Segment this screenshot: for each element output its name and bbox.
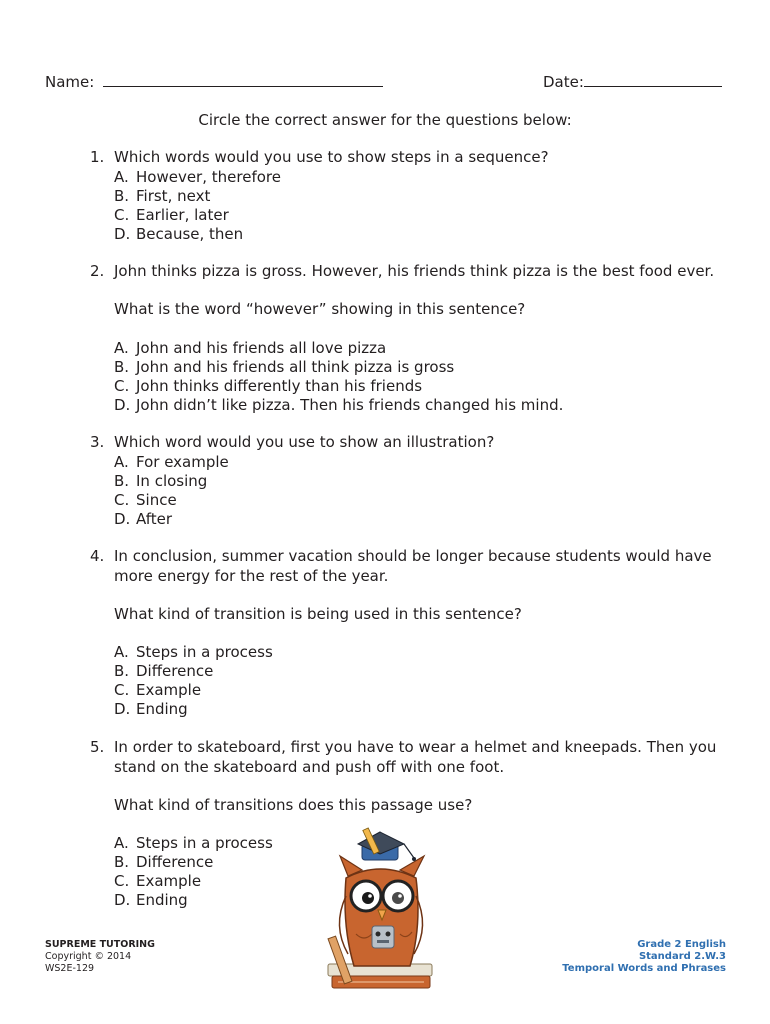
footer-copyright: Copyright © 2014 (45, 951, 132, 962)
question-text-line2: more energy for the rest of the year. (114, 567, 389, 585)
name-label: Name: (45, 73, 95, 91)
option-text: However, therefore (136, 168, 281, 186)
option-letter: B. (114, 358, 130, 376)
option-letter: D. (114, 891, 131, 909)
option-letter: B. (114, 187, 130, 205)
option-letter: A. (114, 168, 129, 186)
question-number: 3. (90, 433, 105, 451)
footer-topic: Temporal Words and Phrases (562, 963, 726, 974)
option-text: Since (136, 491, 177, 509)
option-text: Example (136, 681, 202, 699)
option-letter: A. (114, 453, 129, 471)
footer-standard: Standard 2.W.3 (638, 951, 726, 962)
option-letter: A. (114, 834, 129, 852)
question-text-line1: In conclusion, summer vacation should be longer because students would have (114, 547, 712, 565)
option-text: After (136, 510, 173, 528)
option-text: Difference (136, 662, 214, 680)
name-blank[interactable] (103, 72, 383, 87)
option-letter: D. (114, 700, 131, 718)
question-number: 1. (90, 148, 105, 166)
question-number: 4. (90, 547, 105, 565)
question-text: John thinks pizza is gross. However, his friends think pizza is the best food ever. (114, 262, 715, 280)
option-text: John thinks differently than his friends (136, 377, 423, 395)
option-text: John didn’t like pizza. Then his friends changed his mind. (136, 396, 564, 414)
footer-left (45, 939, 155, 975)
option-text: Steps in a process (136, 643, 273, 661)
option-text: Earlier, later (136, 206, 229, 224)
option-letter: C. (114, 681, 130, 699)
option-letter: B. (114, 662, 130, 680)
option-text: First, next (136, 187, 211, 205)
option-letter: C. (114, 872, 130, 890)
date-label: Date: (543, 73, 584, 91)
question-text-line1: In order to skateboard, first you have to wear a helmet and kneepads. Then you (114, 738, 717, 756)
question-number: 5. (90, 738, 105, 756)
question-prompt: What is the word “however” showing in this sentence? (114, 300, 526, 318)
question-text-line2: stand on the skateboard and push off with one foot. (114, 758, 505, 776)
option-text: John and his friends all think pizza is gross (136, 358, 455, 376)
date-blank[interactable] (584, 72, 722, 87)
option-letter: B. (114, 472, 130, 490)
date-field[interactable] (543, 72, 722, 92)
question-prompt: What kind of transitions does this passage use? (114, 796, 473, 814)
option-text: Difference (136, 853, 214, 871)
question-prompt: What kind of transition is being used in this sentence? (114, 605, 522, 623)
option-letter: C. (114, 491, 130, 509)
owl-mascot-icon (318, 826, 442, 994)
footer-grade: Grade 2 English (637, 939, 726, 950)
option-text: John and his friends all love pizza (136, 339, 387, 357)
footer-right (562, 939, 726, 975)
option-text: In closing (136, 472, 208, 490)
option-letter: D. (114, 510, 131, 528)
option-letter: D. (114, 225, 131, 243)
footer-brand: SUPREME TUTORING (45, 939, 155, 950)
option-letter: B. (114, 853, 130, 871)
option-text: Because, then (136, 225, 244, 243)
option-text: For example (136, 453, 229, 471)
question-text: Which word would you use to show an illustration? (114, 433, 495, 451)
option-text: Ending (136, 700, 188, 718)
question-number: 2. (90, 262, 105, 280)
option-text: Ending (136, 891, 188, 909)
option-text: Steps in a process (136, 834, 273, 852)
name-field[interactable] (45, 72, 383, 92)
option-letter: A. (114, 643, 129, 661)
option-letter: D. (114, 396, 131, 414)
instructions: Circle the correct answer for the questions below: (198, 111, 572, 129)
footer-code: WS2E-129 (45, 963, 95, 974)
option-letter: A. (114, 339, 129, 357)
question-text: Which words would you use to show steps in a sequence? (114, 148, 549, 166)
option-letter: C. (114, 206, 130, 224)
option-letter: C. (114, 377, 130, 395)
option-text: Example (136, 872, 202, 890)
